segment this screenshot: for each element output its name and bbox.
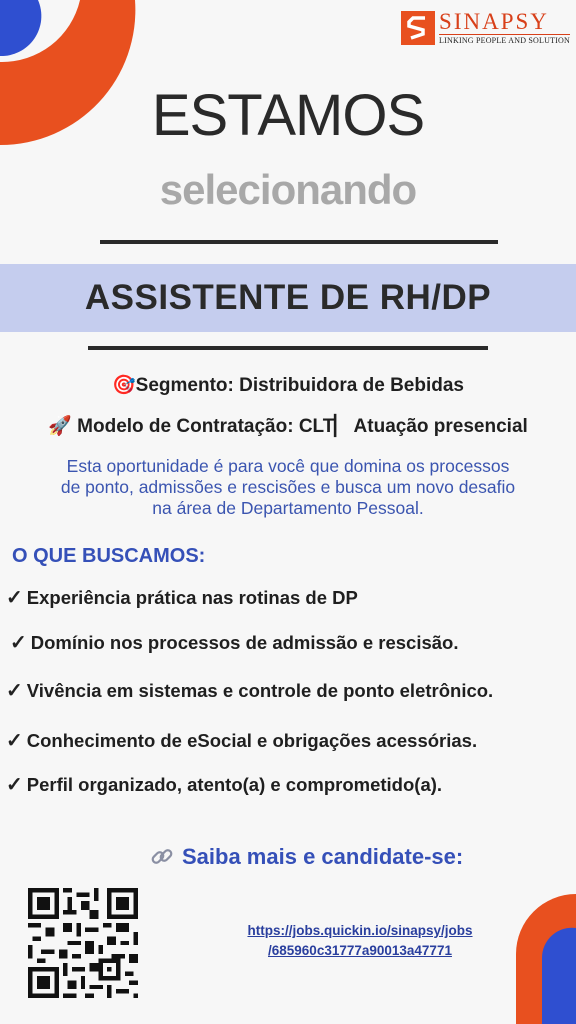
sinapsy-logo (401, 10, 570, 45)
description (0, 456, 576, 519)
contract-line (0, 414, 576, 438)
cta (150, 844, 463, 870)
description-line: de ponto, admissões e rescisões e busca um novo desafio (60, 477, 516, 497)
target-icon: 🎯 (112, 375, 136, 396)
requirement-item (6, 585, 358, 610)
contract-text: Modelo de Contratação: CLT▏ Atuação presencial (77, 416, 528, 437)
check-icon: ✓ (6, 587, 23, 609)
brand-tagline: LINKING PEOPLE AND SOLUTION (439, 36, 570, 45)
qr-code-icon[interactable] (28, 888, 138, 998)
requirement-text: Perfil organizado, atento(a) e comprometido(a). (26, 773, 443, 795)
headline-line1: ESTAMOS (151, 83, 425, 148)
job-url-link[interactable] (230, 921, 490, 961)
requirement-item (10, 630, 458, 655)
description-line: Esta oportunidade é para você que domina os processos (66, 456, 510, 476)
headline-line2: selecionando (159, 166, 417, 213)
requirement-item (6, 678, 493, 703)
requirement-item (6, 772, 442, 797)
job-title: ASSISTENTE DE RH/DP (84, 278, 492, 317)
segment-line (0, 373, 576, 397)
requirement-text: Experiência prática nas rotinas de DP (26, 586, 358, 608)
divider-top (100, 240, 498, 244)
check-icon: ✓ (6, 774, 23, 796)
segment-text: Segmento: Distribuidora de Bebidas (135, 375, 464, 396)
rocket-icon: 🚀 (48, 416, 72, 437)
requirement-text: Domínio nos processos de admissão e rescisão. (30, 631, 459, 653)
requirement-item (6, 728, 477, 753)
url-line2[interactable]: /685960c31777a90013a47771 (268, 943, 452, 958)
bottom-right-decoration (516, 894, 576, 1024)
link-icon (150, 845, 174, 869)
requirements-title: O QUE BUSCAMOS: (12, 545, 206, 567)
check-icon: ✓ (10, 632, 27, 654)
requirement-text: Conhecimento de eSocial e obrigações acessórias. (26, 729, 478, 751)
check-icon: ✓ (6, 680, 23, 702)
brand-name: SINAPSY (439, 9, 549, 34)
url-line1[interactable]: https://jobs.quickin.io/sinapsy/jobs (247, 923, 473, 938)
divider-bottom (88, 346, 488, 350)
cta-text: Saiba mais e candidate-se: (182, 844, 464, 869)
check-icon: ✓ (6, 730, 23, 752)
sinapsy-logo-mark (401, 11, 435, 45)
requirement-text: Vivência em sistemas e controle de ponto eletrônico. (26, 679, 494, 701)
description-line: na área de Departamento Pessoal. (152, 498, 424, 518)
